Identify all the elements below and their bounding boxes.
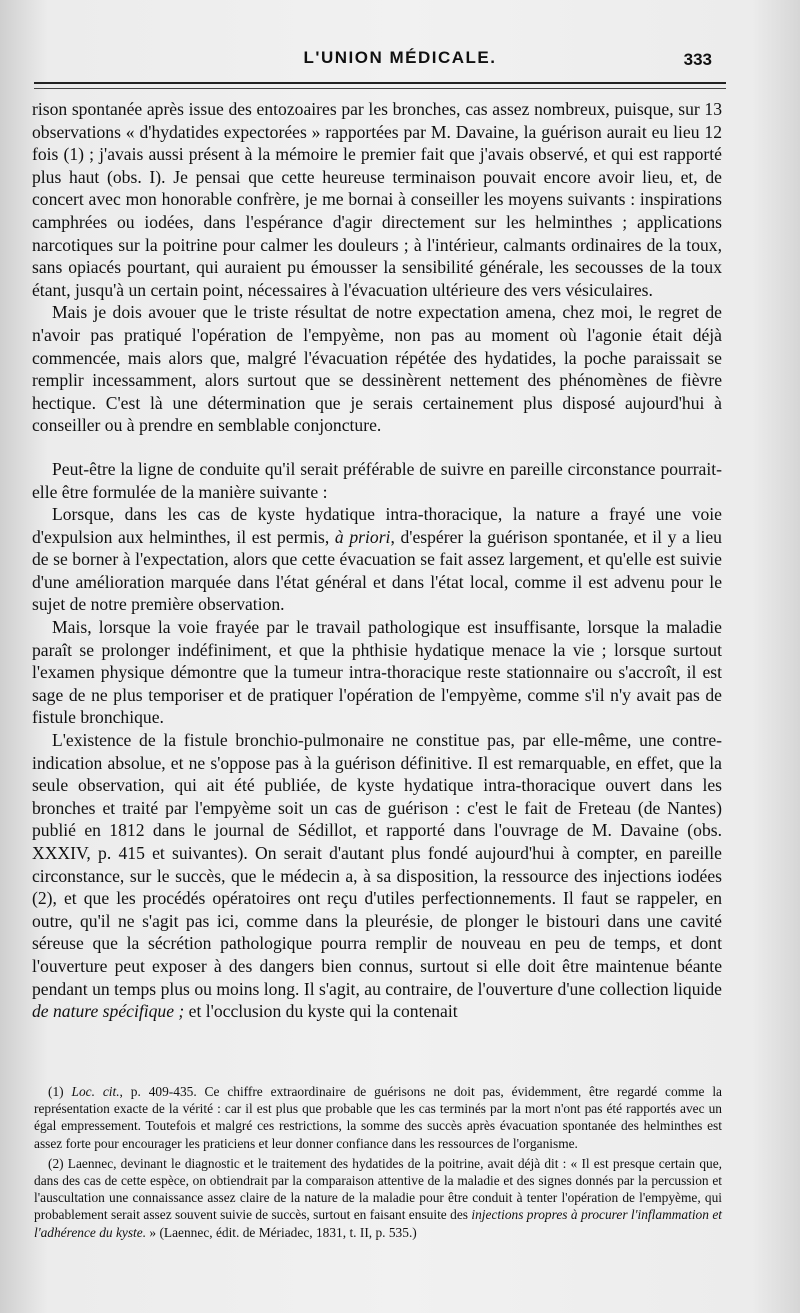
paragraph: Mais je dois avouer que le triste résultat de notre expectation amena, chez moi, le regret de n'avoir pas pratiqué l'opération de l'empyème, non pas au moment où l'agonie était déjà commencée, mais alors que, malgré l'évacuation répétée des hydatides, la poche paraissait se remplir incessamment, alors surtout que se dessinèrent nettement des phénomènes de fièvre hectique. C'est là une détermination que je serais certainement plus disposé aujourd'hui à conseiller ou à prendre en semblable conjoncture.: [32, 302, 722, 436]
footnote-text: » (Laennec, édit. de Mériadec, 1831, t. II, p. 535.): [146, 1224, 417, 1240]
footnote-text: , p. 409-435. Ce chiffre extraordinaire de guérisons ne doit pas, évidemment, être regardé comme la représentation exacte de la vérité : car il est plus que probable que les cas terminés par la mort n'ont pas été rapportés avec un égal empressement. Toutefois et malgré ces restrictions, la somme des succès après évacuation spontanée des helminthes est assez forte pour encourager les praticiens et leur donner confiance dans les ressources de l'organisme.: [34, 1084, 722, 1151]
paragraph: Peut-être la ligne de conduite qu'il serait préférable de suivre en pareille circonstance pourrait-elle être formulée de la manière suivante :: [32, 458, 722, 502]
article-body: [32, 98, 722, 1023]
paragraph: Mais, lorsque la voie frayée par le travail pathologique est insuffisante, lorsque la maladie paraît se prolonger indéfiniment, et que la phthisie hydatique menace la vie ; lorsque surtout l'examen physique démontre que la tumeur intra-thoracique reste stationnaire ou s'accroît, il est sage de ne plus temporiser et de pratiquer l'opération de l'empyème, comme s'il n'y avait pas de fistule bronchique.: [32, 617, 722, 728]
header-rule: [34, 82, 726, 84]
paragraph-text: Lorsque, dans les cas de kyste hydatique intra-thoracique, la nature a frayé une voie d'expulsion aux helminthes, il est permis,: [32, 504, 722, 547]
footnote: [34, 1083, 722, 1152]
italic-phrase: de nature spécifique ;: [32, 1001, 185, 1022]
paragraph-text: L'existence de la fistule bronchio-pulmonaire ne constitue pas, par elle-même, une contre-indication absolue, et ne s'oppose pas à la guérison définitive. Il est remarquable, en effet, que la seule observation, qui ait été publiée, de kyste hydatique intra-thoracique ouvert dans les bronches et traité par l'empyème soit un cas de guérison : c'est le fait de Freteau (de Nantes) publié en 1812 dans le journal de Sédillot, et rapporté dans l'ouvrage de M. Davaine (obs. XXXIV, p. 415 et suivantes). On serait d'autant plus fondé aujourd'hui à compter, en pareille circonstance, sur le succès, que le médecin a, à sa disposition, la ressource des injections iodées (2), et que les procédés opératoires ont reçu d'utiles perfectionnements. Il faut se rappeler, en outre, qu'il ne s'agit pas ici, comme dans la pleurésie, de plonger le bistouri dans une cavité séreuse que la sécrétion pathologique pourra remplir de nouveau en peu de temps, et dont l'ouverture peut exposer à des dangers bien connus, surtout si elle doit être maintenue béante pendant un temps plus ou moins long. Il s'agit, au contraire, de l'ouverture d'une collection liquide: [32, 730, 722, 999]
journal-title: L'UNION MÉDICALE.: [303, 48, 497, 67]
page-number: 333: [683, 50, 712, 69]
footnote-marker: (1): [48, 1084, 72, 1099]
paragraph-text: , d'espérer la guérison spontanée, et il y a lieu de se borner à l'expectation, alors que cette évacuation se fait assez largement, et qu'elle est suivie d'une amélioration marquée dans l'état général et dans l'état local, comme il est advenu pour le sujet de notre première observation.: [32, 526, 722, 615]
footnote-text: (2) Laennec, devinant le diagnostic et le traitement des hydatides de la poitrine, avait déjà dit : « Il est presque certain que, dans des cas de cette espèce, on obtiendrait par la comparaison attentive de la maladie et des signes donnés par la percussion et l'auscultation une connaissance assez claire de la nature de la maladie pour être conduit à tenter l'opération de l'empyème, qui probablement serait assez souvent suivie de succès, surtout en faisant ensuite des: [34, 1155, 722, 1223]
footnotes: [34, 1083, 722, 1244]
paragraph-continuation: rison spontanée après issue des entozoaires par les bronches, cas assez nombreux, puisque, sur 13 observations « d'hydatides expectorées » rapportées par M. Davaine, la guérison aurait eu lieu 12 fois (1) ; j'avais aussi présent à la mémoire le premier fait que j'avais observé, et qui est rapporté plus haut (obs. I). Je pensai que cette heureuse terminaison pouvait encore avoir lieu, et, de concert avec mon honorable confrère, je me bornai à conseiller les moyens suivants : inspirations camphrées ou iodées, dans l'espérance d'agir directement sur les helminthes ; applications narcotiques sur la poitrine pour calmer les douleurs ; à l'intérieur, calmants ordinaires de la toux, sans opiacés pourtant, qui auraient pu émousser la sensibilité générale, les secousses de la toux étant, jusqu'à un certain point, nécessaires à l'évacuation ultérieure des vers vésiculaires.: [32, 99, 722, 300]
header-rule-thin: [34, 88, 726, 89]
paragraph-text: et l'occlusion du kyste qui la contenait: [184, 1001, 458, 1022]
italic-phrase: Loc. cit.: [71, 1084, 120, 1099]
page-header: [0, 48, 800, 76]
footnote: [34, 1155, 722, 1241]
paragraph: [32, 503, 722, 616]
italic-phrase: injections propres à procurer l'inflammation et l'adhérence du kyste.: [34, 1207, 722, 1240]
paragraph: [32, 729, 722, 1023]
italic-phrase: à priori: [334, 526, 391, 547]
